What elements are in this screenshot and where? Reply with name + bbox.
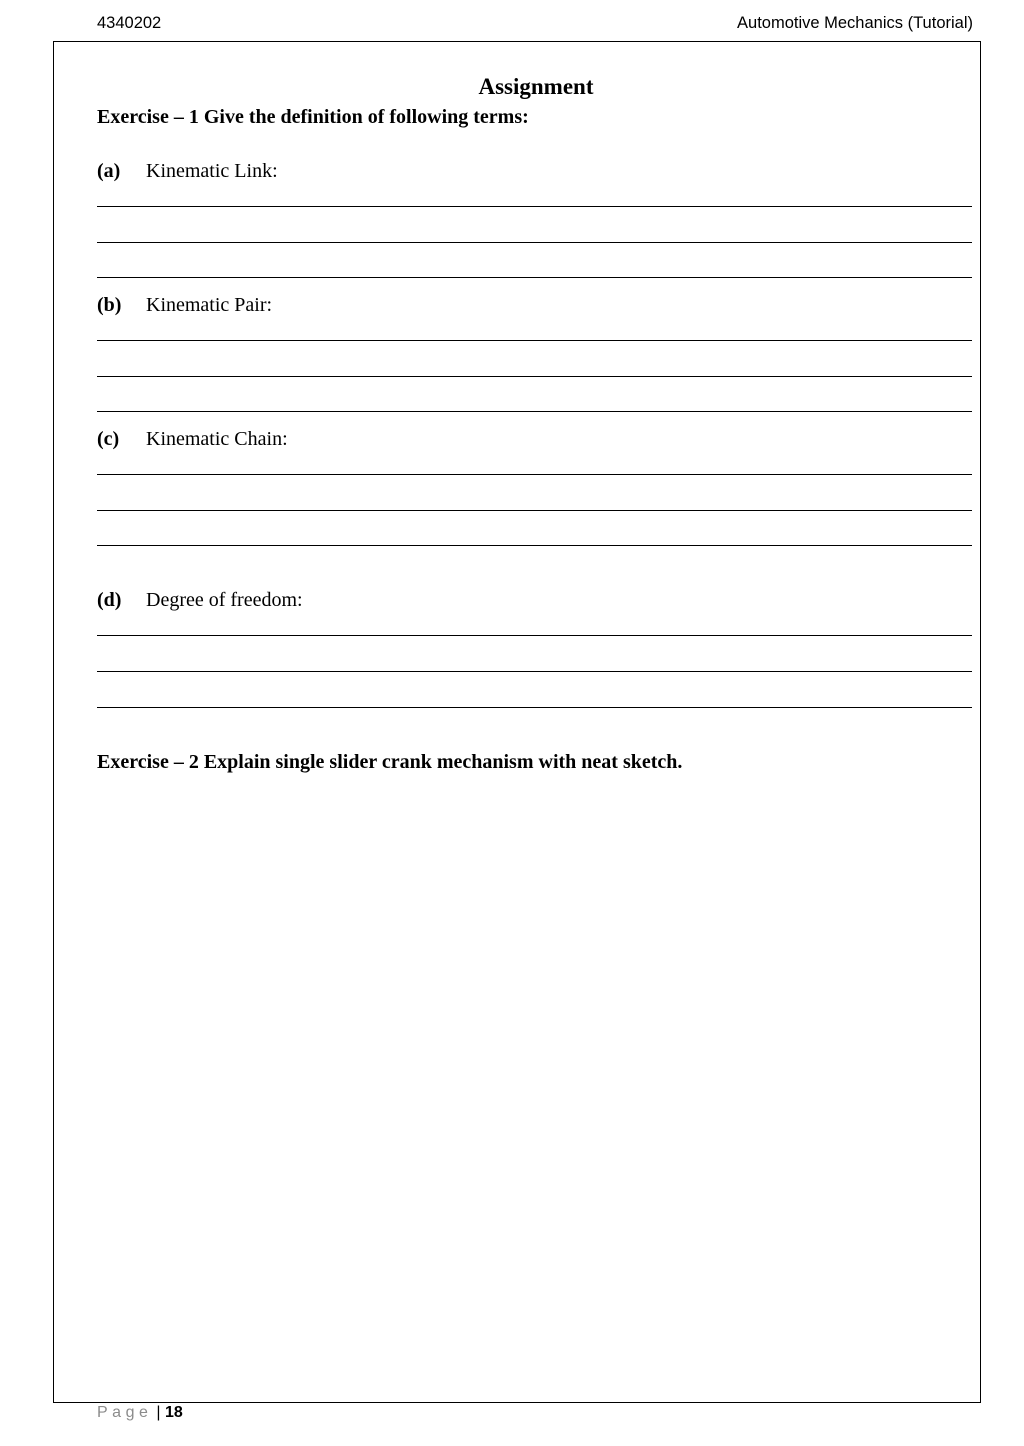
answer-line-a1[interactable] — [97, 206, 972, 207]
term-d-tag: (d) — [97, 589, 122, 611]
answer-line-c2[interactable] — [97, 510, 972, 511]
term-a-label: Kinematic Link: — [146, 160, 278, 182]
answer-line-c1[interactable] — [97, 474, 972, 475]
page-title: Assignment — [478, 74, 594, 99]
page-border — [53, 41, 981, 1403]
term-c — [97, 426, 288, 452]
answer-line-a3[interactable] — [97, 277, 972, 278]
footer-separator: | — [156, 1404, 161, 1421]
answer-line-b2[interactable] — [97, 376, 972, 377]
answer-line-c3[interactable] — [97, 545, 972, 546]
page-footer — [97, 1403, 183, 1423]
answer-line-d1[interactable] — [97, 635, 972, 636]
term-a — [97, 158, 278, 184]
answer-line-d3[interactable] — [97, 707, 972, 708]
exercise-1-heading: Exercise – 1 Give the definition of following terms: — [97, 106, 529, 128]
term-a-tag: (a) — [97, 160, 121, 182]
answer-line-b1[interactable] — [97, 340, 972, 341]
exercise-2-heading: Exercise – 2 Explain single slider crank mechanism with neat sketch. — [97, 751, 683, 773]
header-code: 4340202 — [97, 14, 162, 32]
answer-line-b3[interactable] — [97, 411, 972, 412]
term-b-label: Kinematic Pair: — [146, 294, 273, 316]
term-b-tag: (b) — [97, 294, 122, 316]
header-subject: Automotive Mechanics (Tutorial) — [737, 14, 973, 32]
term-d-label: Degree of freedom: — [146, 589, 303, 611]
footer-page-number: 18 — [164, 1404, 183, 1421]
answer-line-a2[interactable] — [97, 242, 972, 243]
term-b — [97, 292, 272, 318]
term-c-tag: (c) — [97, 428, 120, 450]
footer-page-word: Page — [97, 1404, 153, 1421]
term-d — [97, 587, 303, 613]
answer-line-d2[interactable] — [97, 671, 972, 672]
term-c-label: Kinematic Chain: — [146, 428, 288, 450]
